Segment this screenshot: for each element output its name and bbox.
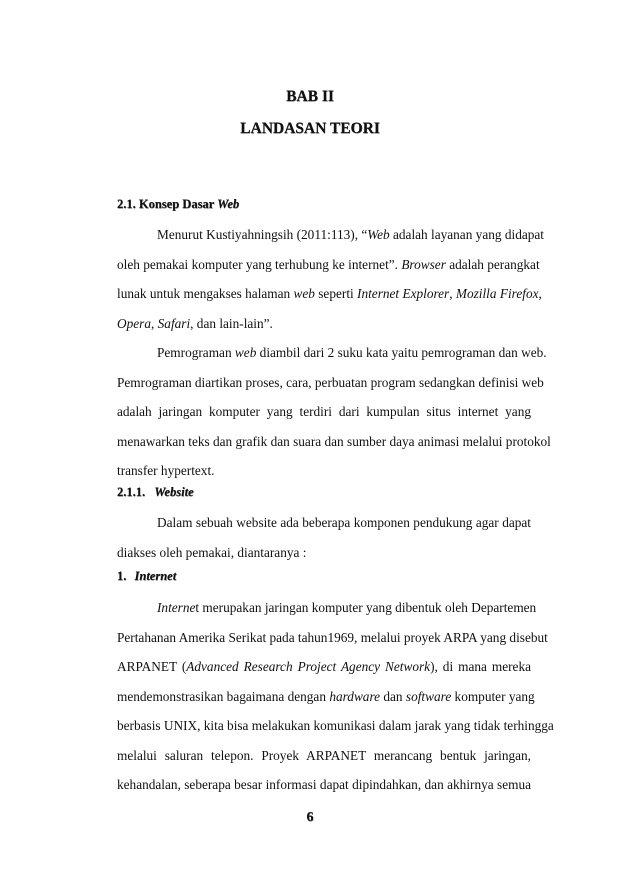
paragraph-line: Dalam sebuah website ada beberapa komponen pendukung agar dapat [157,515,531,530]
paragraph-line: berbasis UNIX, kita bisa melakukan komunikasi dalam jarak yang tidak terhingga [117,718,554,733]
paragraph-line: oleh pemakai komputer yang terhubung ke internet”. Browser adalah perangkat [117,256,540,272]
subsection-heading [117,485,194,500]
subsection-title: Website [154,485,194,499]
paragraph-4 [117,593,554,800]
paragraph-line: melalui saluran telepon. Proyek ARPANET merancang bentuk jaringan, [117,747,531,763]
paragraph-2 [117,338,551,486]
paragraph-line: menawarkan teks dan grafik dan suara dan sumber daya animasi melalui protokol [117,433,551,449]
paragraph-line: Opera, Safari, dan lain-lain”. [117,315,273,331]
paragraph-line: mendemonstrasikan bagaimana dengan hardware dan software komputer yang [117,688,535,704]
section-heading [117,197,239,212]
paragraph-line: Pemrograman diartikan proses, cara, perbuatan program sedangkan definisi web [117,374,544,390]
subsection-number: 2.1.1. [117,485,146,499]
section-title-italic: Web [217,197,240,211]
section-title: Konsep Dasar [138,197,215,211]
chapter-number: BAB II [286,88,334,105]
list-item-number: 1. [117,569,127,583]
paragraph-line: adalah jaringan komputer yang terdiri dari kumpulan situs internet yang [117,404,531,419]
paragraph-1 [117,220,544,338]
page-number: 6 [306,810,314,825]
paragraph-line: kehandalan, seberapa besar informasi dapat dipindahkan, dan akhirnya semua [117,777,531,792]
paragraph-line: ARPANET (Advanced Research Project Agency Network), di mana mereka [117,659,531,674]
list-item-title: Internet [134,569,177,583]
section-number: 2.1. [117,197,136,211]
paragraph-3 [117,508,531,567]
paragraph-line: Pemrograman web diambil dari 2 suku kata yaitu pemrograman dan web. [157,345,547,360]
list-item-heading [117,569,176,584]
paragraph-line: Menurut Kustiyahningsih (2011:113), “Web adalah layanan yang didapat [157,227,544,242]
paragraph-line: lunak untuk mengakses halaman web seperti Internet Explorer, Mozilla Firefox, [117,286,542,301]
paragraph-line: diakses oleh pemakai, diantaranya : [117,544,307,560]
paragraph-line: Pertahanan Amerika Serikat pada tahun1969, melalui proyek ARPA yang disebut [117,629,548,645]
chapter-title: LANDASAN TEORI [240,120,380,137]
paragraph-line: transfer hypertext. [117,463,215,478]
paragraph-line: Internet merupakan jaringan komputer yang dibentuk oleh Departemen [157,600,537,615]
